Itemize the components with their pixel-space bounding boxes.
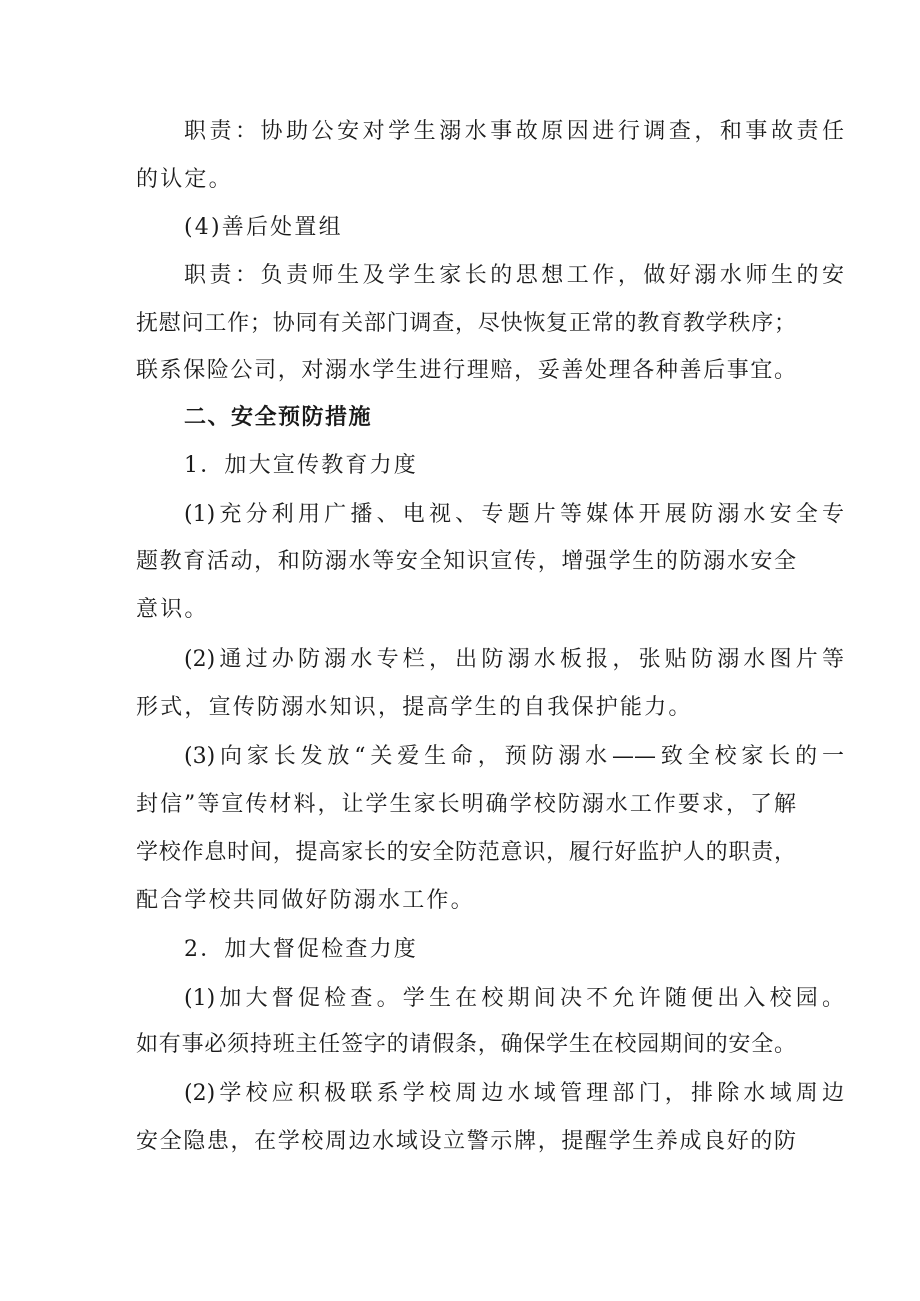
section-subheading: (4)善后处置组 [184,215,343,240]
section-heading: 二、安全预防措施 [184,405,373,430]
paragraph-line: 学校作息时间，提高家长的安全防范意识，履行好监护人的职责， [136,840,796,865]
paragraph-line: 职责：负责师生及学生家长的思想工作，做好溺水师生的安 [184,263,844,288]
paragraph-line: (1)充分利用广播、电视、专题片等媒体开展防溺水安全专 [184,502,844,527]
paragraph-line: (3)向家长发放“关爱生命，预防溺水——致全校家长的一 [184,744,844,769]
section-subheading: 2．加大督促检查力度 [184,937,418,962]
paragraph-line: (2)通过办防溺水专栏，出防溺水板报，张贴防溺水图片等 [184,647,844,672]
paragraph-line: 意识。 [136,597,209,622]
section-subheading: 1．加大宣传教育力度 [184,453,418,478]
paragraph-line: 抚慰问工作；协同有关部门调查，尽快恢复正常的教育教学秩序； [136,311,796,336]
paragraph-line: 联系保险公司，对溺水学生进行理赔，妥善处理各种善后事宜。 [136,358,796,383]
paragraph-line: 形式，宣传防溺水知识，提高学生的自我保护能力。 [136,695,693,720]
paragraph-line: 的认定。 [136,167,233,192]
paragraph-line: 题教育活动，和防溺水等安全知识宣传，增强学生的防溺水安全 [136,549,796,574]
paragraph-line: 安全隐患，在学校周边水域设立警示牌，提醒学生养成良好的防 [136,1129,796,1154]
paragraph-line: (2)学校应积极联系学校周边水域管理部门，排除水域周边 [184,1081,844,1106]
paragraph-line: (1)加大督促检查。学生在校期间决不允许随便出入校园。 [184,986,844,1011]
paragraph-line: 配合学校共同做好防溺水工作。 [136,888,475,913]
paragraph-line: 封信”等宣传材料，让学生家长明确学校防溺水工作要求，了解 [136,792,796,817]
paragraph-line: 职责：协助公安对学生溺水事故原因进行调查，和事故责任 [184,119,844,144]
paragraph-line: 如有事必须持班主任签字的请假条，确保学生在校园期间的安全。 [136,1032,796,1057]
